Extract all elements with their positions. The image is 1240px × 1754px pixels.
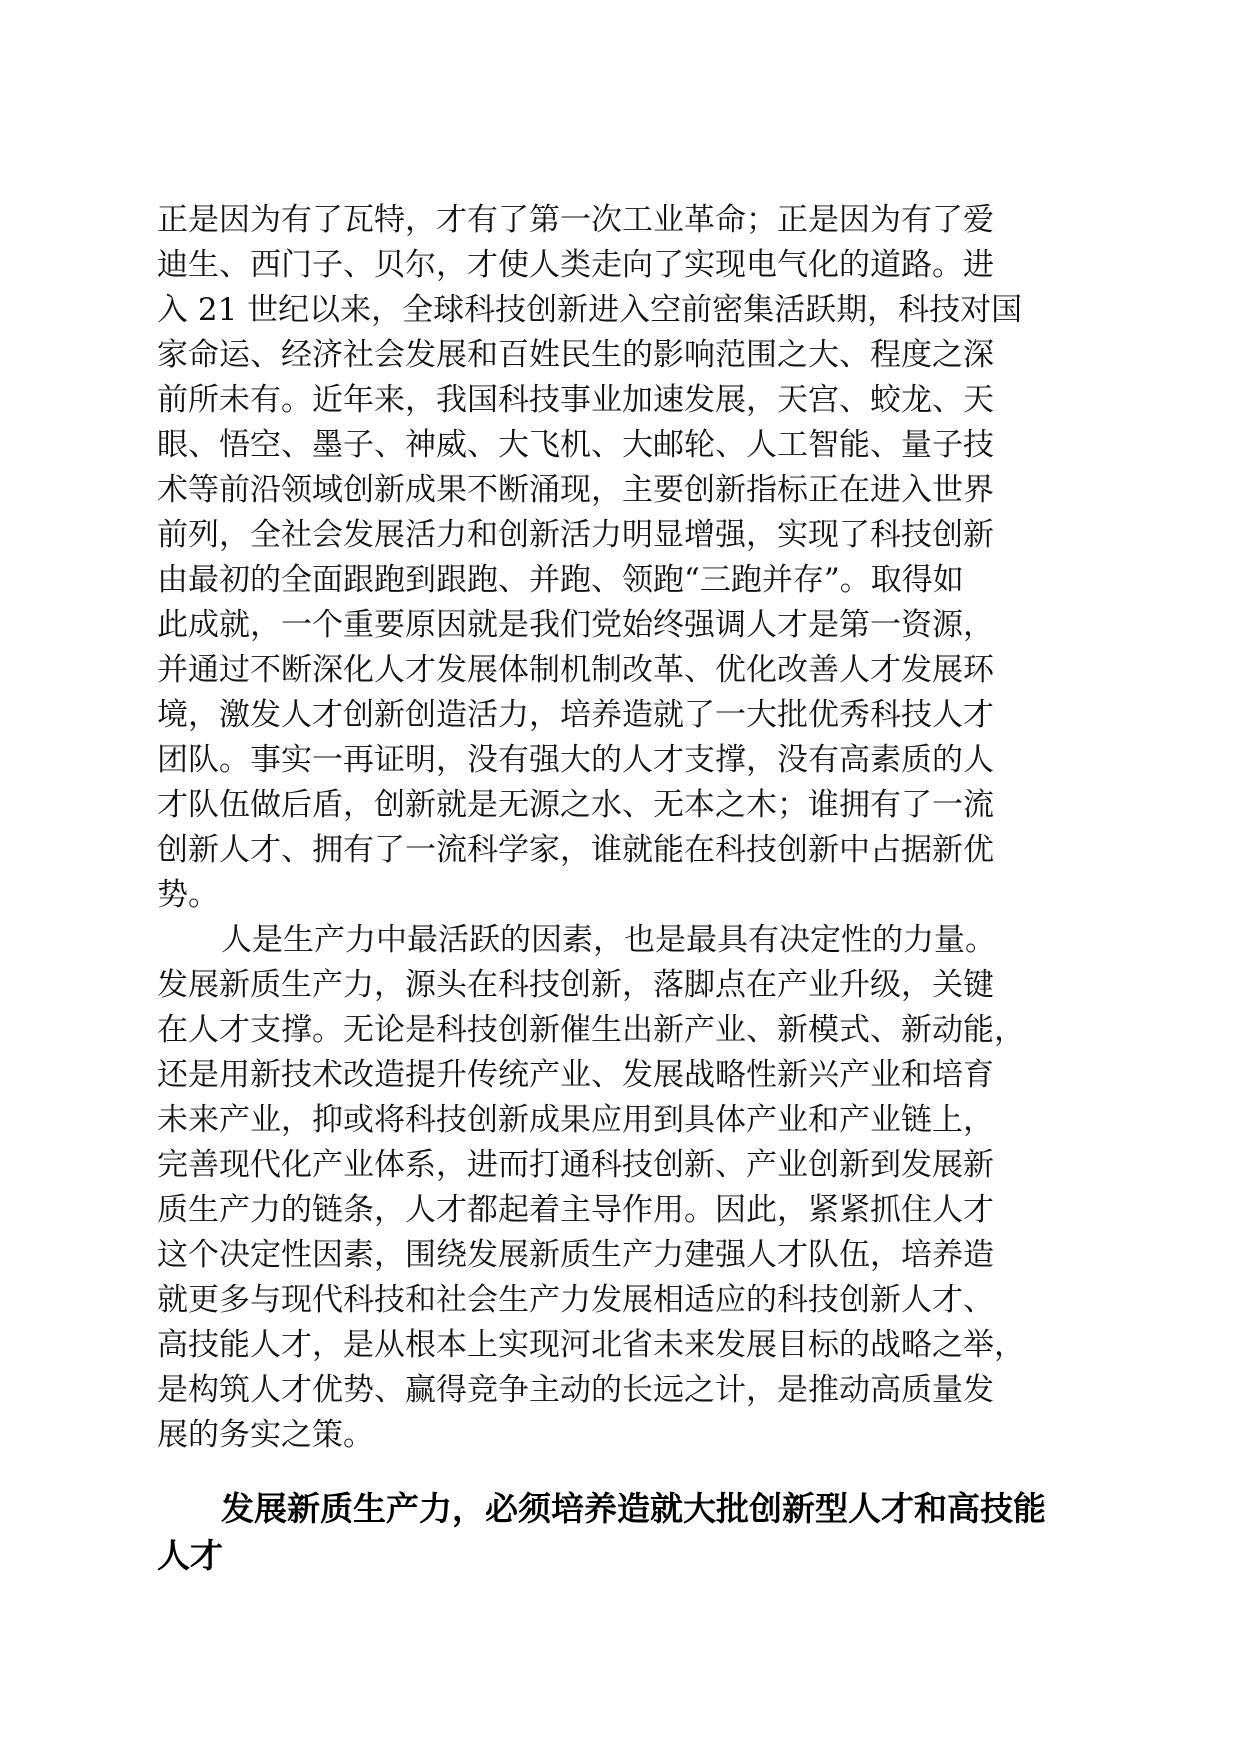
paragraph-line: 团队。事实一再证明，没有强大的人才支撑，没有高素质的人 — [157, 742, 994, 778]
paragraph-line: 境，激发人才创新创造活力，培养造就了一大批优秀科技人才 — [157, 697, 994, 733]
paragraph-2 — [157, 918, 1077, 1458]
paragraph-line: 术等前沿领域创新成果不断涌现，主要创新指标正在进入世界 — [157, 472, 994, 508]
paragraph-line: 由最初的全面跟跑到跟跑、并跑、领跑“三跑并存”。取得如 — [157, 562, 964, 598]
paragraph-line: 才队伍做后盾，创新就是无源之水、无本之木；谁拥有了一流 — [157, 787, 994, 823]
paragraph-line: 家命运、经济社会发展和百姓民生的影响范围之大、程度之深 — [157, 337, 994, 373]
paragraph-line: 完善现代化产业体系，进而打通科技创新、产业创新到发展新 — [157, 1147, 994, 1183]
paragraph-line: 前所未有。近年来，我国科技事业加速发展，天宫、蛟龙、天 — [157, 382, 994, 418]
paragraph-line: 并通过不断深化人才发展体制机制改革、优化改善人才发展环 — [157, 652, 994, 688]
paragraph-line: 质生产力的链条，人才都起着主导作用。因此，紧紧抓住人才 — [157, 1192, 994, 1228]
paragraph-line: 入 21 世纪以来，全球科技创新进入空前密集活跃期，科技对国 — [157, 292, 1023, 328]
paragraph-line: 还是用新技术改造提升传统产业、发展战略性新兴产业和培育 — [157, 1057, 994, 1093]
paragraph-first-line: 人是生产力中最活跃的因素，也是最具有决定性的力量。 — [221, 922, 996, 958]
paragraph-line: 高技能人才，是从根本上实现河北省未来发展目标的战略之举， — [157, 1327, 1025, 1363]
paragraph-line: 发展新质生产力，源头在科技创新，落脚点在产业升级，关键 — [157, 967, 994, 1003]
paragraph-line: 展的务实之策。 — [157, 1417, 374, 1453]
paragraph-line: 前列，全社会发展活力和创新活力明显增强，实现了科技创新 — [157, 517, 994, 553]
section-heading — [157, 1485, 1077, 1579]
paragraph-line: 正是因为有了瓦特，才有了第一次工业革命；正是因为有了爱 — [157, 202, 994, 238]
heading-line: 发展新质生产力，必须培养造就大批创新型人才和高技能 — [221, 1489, 1046, 1528]
paragraph-line: 迪生、西门子、贝尔，才使人类走向了实现电气化的道路。进 — [157, 247, 994, 283]
paragraph-line: 创新人才、拥有了一流科学家，谁就能在科技创新中占据新优 — [157, 832, 994, 868]
paragraph-line: 就更多与现代科技和社会生产力发展相适应的科技创新人才、 — [157, 1282, 994, 1318]
paragraph-line: 未来产业，抑或将科技创新成果应用到具体产业和产业链上， — [157, 1102, 994, 1138]
paragraph-line: 这个决定性因素，围绕发展新质生产力建强人才队伍，培养造 — [157, 1237, 994, 1273]
paragraph-line: 此成就，一个重要原因就是我们党始终强调人才是第一资源， — [157, 607, 994, 643]
paragraph-line: 眼、悟空、墨子、神威、大飞机、大邮轮、人工智能、量子技 — [157, 427, 994, 463]
paragraph-1 — [157, 198, 1077, 918]
paragraph-line: 在人才支撑。无论是科技创新催生出新产业、新模式、新动能， — [157, 1012, 1025, 1048]
heading-line: 人才 — [157, 1536, 223, 1575]
paragraph-line: 势。 — [157, 877, 219, 913]
paragraph-line: 是构筑人才优势、赢得竞争主动的长远之计，是推动高质量发 — [157, 1372, 994, 1408]
